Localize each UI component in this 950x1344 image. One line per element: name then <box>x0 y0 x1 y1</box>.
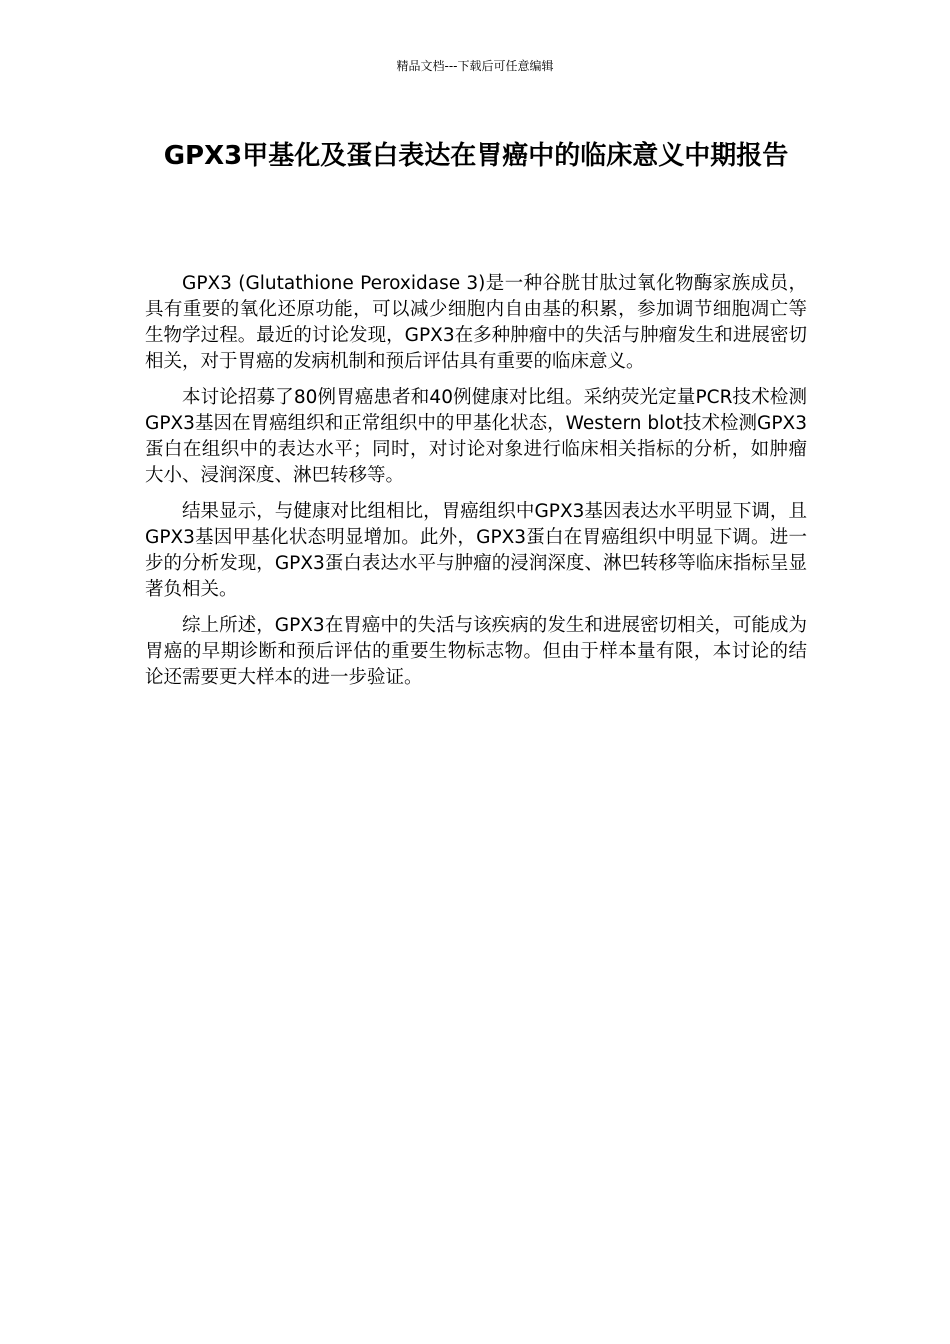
paragraph-introduction: GPX3 (Glutathione Peroxidase 3)是一种谷胱甘肽过氧化物酶家族成员，具有重要的氧化还原功能，可以减少细胞内自由基的积累，参加调节细胞凋亡等生物学过程。最近的讨论发现，GPX3在多种肿瘤中的失活与肿瘤发生和进展密切相关，对于胃癌的发病机制和预后评估具有重要的临床意义。 <box>145 273 807 372</box>
document-title: GPX3甲基化及蛋白表达在胃癌中的临床意义中期报告 <box>163 141 789 171</box>
header-note: 精品文档---下载后可任意编辑 <box>396 59 554 73</box>
paragraph-methods: 本讨论招募了80例胃癌患者和40例健康对比组。采纳荧光定量PCR技术检测GPX3基因在胃癌组织和正常组织中的甲基化状态，Western blot技术检测GPX3蛋白在组织中的表达水平；同时，对讨论对象进行临床相关指标的分析，如肿瘤大小、浸润深度、淋巴转移等。 <box>145 387 807 486</box>
paragraph-results: 结果显示，与健康对比组相比，胃癌组织中GPX3基因表达水平明显下调，且GPX3基因甲基化状态明显增加。此外，GPX3蛋白在胃癌组织中明显下调。进一步的分析发现，GPX3蛋白表达水平与肿瘤的浸润深度、淋巴转移等临床指标呈显著负相关。 <box>145 501 807 600</box>
paragraph-conclusion: 综上所述，GPX3在胃癌中的失活与该疾病的发生和进展密切相关，可能成为胃癌的早期诊断和预后评估的重要生物标志物。但由于样本量有限，本讨论的结论还需要更大样本的进一步验证。 <box>145 615 807 688</box>
document-body <box>145 271 807 701</box>
